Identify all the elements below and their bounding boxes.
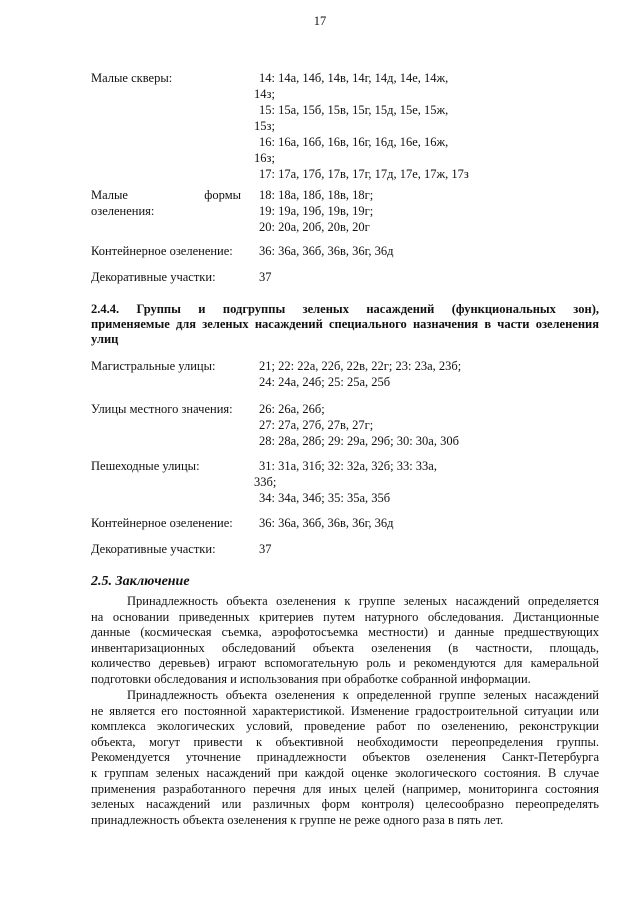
paragraph-1 <box>91 594 599 688</box>
paragraph-line: Принадлежность объекта озеленения к группе зеленых насаждений определяется <box>127 594 599 608</box>
value-line: 15з; <box>254 119 275 133</box>
value-line: 28: 28а, 28б; 29: 29а, 29б; 30: 30а, 30б <box>259 434 459 448</box>
label-malye-skvery: Малые скверы: <box>91 71 173 85</box>
paragraph-line: применения разработанного перечня для иных целей (например, мониторинга состояния <box>91 781 599 796</box>
value-line: 20: 20а, 20б, 20в, 20г <box>259 220 370 234</box>
label-magistralnye: Магистральные улицы: <box>91 359 216 373</box>
paragraph-line: принадлежность объекта озеленения к группе не реже одного раза в пять лет. <box>91 812 504 827</box>
heading-line: 2.4.4. Группы и подгруппы зеленых насаждений (функциональных зон), <box>91 302 599 316</box>
value-line: 37 <box>259 542 272 556</box>
heading-line: применяемые для зеленых насаждений специального назначения в части озеленения <box>91 317 599 331</box>
label-dekor: Декоративные участки: <box>91 270 216 284</box>
paragraph-line: данные (космическая съемка, аэрофотосъемка местности) и данные предшествующих <box>91 625 599 640</box>
value-line: 36: 36а, 36б, 36в, 36г, 36д <box>259 244 394 258</box>
value-line: 21; 22: 22а, 22б, 22в, 22г; 23: 23а, 23б; <box>259 359 462 373</box>
value-line: 14з; <box>254 87 275 101</box>
heading-line: улиц <box>91 332 119 346</box>
label-malye-formy <box>91 187 241 203</box>
value-line: 19: 19а, 19б, 19в, 19г; <box>259 204 374 218</box>
value-line: 34: 34а, 34б; 35: 35а, 35б <box>259 491 391 505</box>
paragraph-line: инвентаризационных обследований объекта озеленения (в частности, площадь, <box>91 640 599 655</box>
value-line: 36: 36а, 36б, 36в, 36г, 36д <box>259 516 394 530</box>
value-line: 24: 24а, 24б; 25: 25а, 25б <box>259 375 391 389</box>
paragraph-line: комплекса экологических условий, проведение работ по озеленению, реконструкции <box>91 719 599 734</box>
value-line: 37 <box>259 270 272 284</box>
paragraph-2 <box>91 688 599 828</box>
value-line: 31: 31а, 31б; 32: 32а, 32б; 33: 33а, <box>259 459 437 473</box>
paragraph-line: объекта, могут привести к объективной необходимости переопределения группы. <box>91 734 599 749</box>
label-peshehodnye: Пешеходные улицы: <box>91 459 200 473</box>
paragraph-line: количество деревьев) играют вспомогательную роль и рекомендуются для камеральной <box>91 656 599 671</box>
value-line: 27: 27а, 27б, 27в, 27г; <box>259 418 374 432</box>
section-title: 2.5. Заключение <box>91 574 190 589</box>
value-line: 14: 14а, 14б, 14в, 14г, 14д, 14е, 14ж, <box>259 71 449 85</box>
value-line: 17: 17а, 17б, 17в, 17г, 17д, 17е, 17ж, 17з <box>259 167 469 181</box>
paragraph-line: зеленых насаждений или различных форм контроля) целесообразно переопределять <box>91 797 599 812</box>
page-number: 17 <box>313 14 327 28</box>
value-line: 33б; <box>254 475 277 489</box>
subsection-heading <box>91 302 599 347</box>
paragraph-line: на основании приведенных критериев путем натурного обследования. Дистанционные <box>91 609 599 624</box>
label-ozeleneniya: озеленения: <box>91 204 155 218</box>
paragraph-line: к группам зеленых насаждений при каждой оценке экологического состояния. В случае <box>91 765 599 780</box>
value-line: 26: 26а, 26б; <box>259 402 325 416</box>
label-konteiner: Контейнерное озеленение: <box>91 516 233 530</box>
label-konteiner: Контейнерное озеленение: <box>91 244 233 258</box>
value-line: 16з; <box>254 151 275 165</box>
label-dekor: Декоративные участки: <box>91 542 216 556</box>
value-line: 16: 16а, 16б, 16в, 16г, 16д, 16е, 16ж, <box>259 135 449 149</box>
paragraph-line: не является его постоянной характеристикой. Изменение градостроительной ситуации или <box>91 703 599 718</box>
value-line: 15: 15а, 15б, 15в, 15г, 15д, 15е, 15ж, <box>259 103 449 117</box>
paragraph-line: Рекомендуется уточнение принадлежности объектов озеленения Санкт-Петербурга <box>91 750 599 765</box>
label-part: Малые <box>91 188 128 202</box>
label-mestnye: Улицы местного значения: <box>91 402 233 416</box>
label-part: формы <box>204 188 241 202</box>
value-line: 18: 18а, 18б, 18в, 18г; <box>259 188 374 202</box>
paragraph-line: Принадлежность объекта озеленения к определенной группе зеленых насаждений <box>127 688 599 702</box>
paragraph-line: подготовки обследования и использования при обработке собранной информации. <box>91 671 531 686</box>
